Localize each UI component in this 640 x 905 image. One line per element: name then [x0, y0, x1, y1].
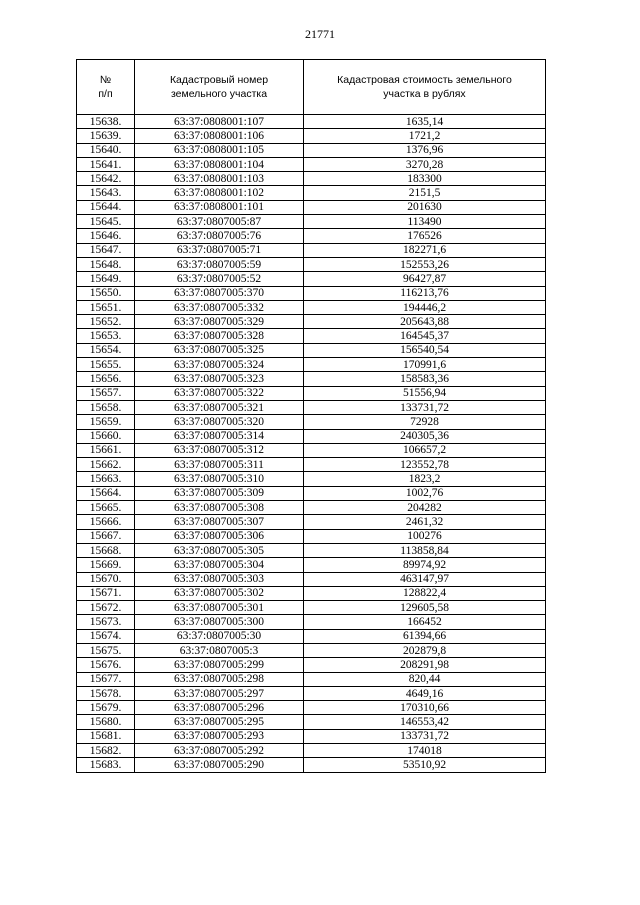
row-number-cell: 15680.	[77, 715, 135, 729]
row-number-cell: 15669.	[77, 558, 135, 572]
cadastral-value-cell: 72928	[304, 415, 546, 429]
table-row	[77, 186, 546, 200]
cadastral-number-cell: 63:37:0807005:329	[135, 315, 304, 329]
row-number-cell: 15644.	[77, 200, 135, 214]
row-number-cell: 15664.	[77, 486, 135, 500]
cadastral-number-cell: 63:37:0807005:328	[135, 329, 304, 343]
cadastral-number-cell: 63:37:0807005:297	[135, 686, 304, 700]
header-cadastral-value: Кадастровая стоимость земельного участка в рублях	[304, 60, 546, 115]
cadastral-value-cell: 156540,54	[304, 343, 546, 357]
row-number-cell: 15666.	[77, 515, 135, 529]
cadastral-number-cell: 63:37:0807005:312	[135, 443, 304, 457]
cadastral-value-cell: 170310,66	[304, 701, 546, 715]
table-row	[77, 157, 546, 171]
cadastral-number-cell: 63:37:0807005:303	[135, 572, 304, 586]
table-row	[77, 686, 546, 700]
cadastral-value-cell: 158583,36	[304, 372, 546, 386]
table-row	[77, 729, 546, 743]
cadastral-number-cell: 63:37:0807005:304	[135, 558, 304, 572]
cadastral-value-cell: 123552,78	[304, 458, 546, 472]
row-number-cell: 15660.	[77, 429, 135, 443]
cadastral-value-cell: 2151,5	[304, 186, 546, 200]
cadastral-value-cell: 170991,6	[304, 358, 546, 372]
row-number-cell: 15658.	[77, 400, 135, 414]
table-row	[77, 601, 546, 615]
cadastral-value-cell: 201630	[304, 200, 546, 214]
row-number-cell: 15647.	[77, 243, 135, 257]
cadastral-value-cell: 166452	[304, 615, 546, 629]
cadastral-value-cell: 820,44	[304, 672, 546, 686]
table-row	[77, 243, 546, 257]
cadastral-value-cell: 106657,2	[304, 443, 546, 457]
cadastral-number-cell: 63:37:0807005:290	[135, 758, 304, 772]
cadastral-number-cell: 63:37:0807005:308	[135, 501, 304, 515]
row-number-cell: 15682.	[77, 744, 135, 758]
cadastral-value-cell: 61394,66	[304, 629, 546, 643]
table-row	[77, 615, 546, 629]
table-row	[77, 300, 546, 314]
cadastral-number-cell: 63:37:0808001:104	[135, 157, 304, 171]
table-row	[77, 229, 546, 243]
row-number-cell: 15676.	[77, 658, 135, 672]
row-number-cell: 15661.	[77, 443, 135, 457]
cadastral-value-cell: 3270,28	[304, 157, 546, 171]
cadastral-value-cell: 174018	[304, 744, 546, 758]
cadastral-number-cell: 63:37:0807005:298	[135, 672, 304, 686]
cadastral-value-cell: 4649,16	[304, 686, 546, 700]
table-row	[77, 200, 546, 214]
table-row	[77, 386, 546, 400]
cadastral-number-cell: 63:37:0807005:302	[135, 586, 304, 600]
table-row	[77, 658, 546, 672]
row-number-cell: 15668.	[77, 543, 135, 557]
row-number-cell: 15645.	[77, 215, 135, 229]
cadastral-number-cell: 63:37:0807005:314	[135, 429, 304, 443]
table-row	[77, 529, 546, 543]
table-row	[77, 501, 546, 515]
table-row	[77, 472, 546, 486]
cadastral-number-cell: 63:37:0807005:307	[135, 515, 304, 529]
cadastral-value-cell: 204282	[304, 501, 546, 515]
cadastral-number-cell: 63:37:0807005:301	[135, 601, 304, 615]
cadastral-value-cell: 146553,42	[304, 715, 546, 729]
row-number-cell: 15678.	[77, 686, 135, 700]
cadastral-value-cell: 240305,36	[304, 429, 546, 443]
row-number-cell: 15641.	[77, 157, 135, 171]
table-row	[77, 358, 546, 372]
cadastral-number-cell: 63:37:0807005:370	[135, 286, 304, 300]
row-number-cell: 15683.	[77, 758, 135, 772]
cadastral-value-cell: 152553,26	[304, 257, 546, 271]
cadastral-value-cell: 1002,76	[304, 486, 546, 500]
cadastral-number-cell: 63:37:0807005:322	[135, 386, 304, 400]
row-number-cell: 15672.	[77, 601, 135, 615]
cadastral-value-cell: 113490	[304, 215, 546, 229]
row-number-cell: 15662.	[77, 458, 135, 472]
row-number-cell: 15648.	[77, 257, 135, 271]
row-number-cell: 15642.	[77, 172, 135, 186]
cadastral-value-cell: 1721,2	[304, 129, 546, 143]
cadastral-value-cell: 463147,97	[304, 572, 546, 586]
row-number-cell: 15670.	[77, 572, 135, 586]
row-number-cell: 15649.	[77, 272, 135, 286]
cadastral-number-cell: 63:37:0807005:309	[135, 486, 304, 500]
row-number-cell: 15643.	[77, 186, 135, 200]
table-row	[77, 329, 546, 343]
row-number-cell: 15639.	[77, 129, 135, 143]
cadastral-number-cell: 63:37:0808001:107	[135, 115, 304, 129]
row-number-cell: 15675.	[77, 643, 135, 657]
table-row	[77, 558, 546, 572]
row-number-cell: 15657.	[77, 386, 135, 400]
cadastral-number-cell: 63:37:0808001:102	[135, 186, 304, 200]
cadastral-value-cell: 51556,94	[304, 386, 546, 400]
cadastral-value-table	[76, 59, 546, 773]
table-row	[77, 400, 546, 414]
row-number-cell: 15638.	[77, 115, 135, 129]
cadastral-value-cell: 202879,8	[304, 643, 546, 657]
row-number-cell: 15640.	[77, 143, 135, 157]
table-row	[77, 415, 546, 429]
table-header	[77, 60, 546, 115]
row-number-cell: 15656.	[77, 372, 135, 386]
table-row	[77, 343, 546, 357]
row-number-cell: 15652.	[77, 315, 135, 329]
cadastral-number-cell: 63:37:0807005:76	[135, 229, 304, 243]
header-cadastral-number: Кадастровый номер земельного участка	[135, 60, 304, 115]
row-number-cell: 15655.	[77, 358, 135, 372]
table-row	[77, 486, 546, 500]
cadastral-value-cell: 129605,58	[304, 601, 546, 615]
table-row	[77, 586, 546, 600]
cadastral-value-cell: 53510,92	[304, 758, 546, 772]
table-body	[77, 115, 546, 773]
page-number: 21771	[305, 27, 335, 41]
table-row	[77, 629, 546, 643]
cadastral-value-cell: 89974,92	[304, 558, 546, 572]
cadastral-number-cell: 63:37:0808001:105	[135, 143, 304, 157]
table-row	[77, 143, 546, 157]
cadastral-value-cell: 194446,2	[304, 300, 546, 314]
row-number-cell: 15679.	[77, 701, 135, 715]
cadastral-number-cell: 63:37:0807005:306	[135, 529, 304, 543]
table-row	[77, 701, 546, 715]
cadastral-number-cell: 63:37:0807005:310	[135, 472, 304, 486]
table-row	[77, 372, 546, 386]
row-number-cell: 15674.	[77, 629, 135, 643]
cadastral-number-cell: 63:37:0807005:295	[135, 715, 304, 729]
table-row	[77, 443, 546, 457]
header-row	[77, 60, 546, 115]
cadastral-number-cell: 63:37:0807005:71	[135, 243, 304, 257]
table-row	[77, 172, 546, 186]
table-row	[77, 643, 546, 657]
table-row	[77, 315, 546, 329]
table-row	[77, 758, 546, 772]
cadastral-value-cell: 176526	[304, 229, 546, 243]
cadastral-value-cell: 164545,37	[304, 329, 546, 343]
row-number-cell: 15677.	[77, 672, 135, 686]
row-number-cell: 15665.	[77, 501, 135, 515]
table-row	[77, 572, 546, 586]
table-row	[77, 429, 546, 443]
cadastral-number-cell: 63:37:0807005:3	[135, 643, 304, 657]
cadastral-value-cell: 133731,72	[304, 400, 546, 414]
table-row	[77, 672, 546, 686]
table-row	[77, 272, 546, 286]
table-row	[77, 515, 546, 529]
cadastral-value-cell: 113858,84	[304, 543, 546, 557]
cadastral-value-cell: 183300	[304, 172, 546, 186]
cadastral-number-cell: 63:37:0807005:30	[135, 629, 304, 643]
cadastral-number-cell: 63:37:0807005:299	[135, 658, 304, 672]
row-number-cell: 15663.	[77, 472, 135, 486]
row-number-cell: 15671.	[77, 586, 135, 600]
row-number-cell: 15681.	[77, 729, 135, 743]
cadastral-number-cell: 63:37:0807005:332	[135, 300, 304, 314]
row-number-cell: 15667.	[77, 529, 135, 543]
cadastral-number-cell: 63:37:0807005:87	[135, 215, 304, 229]
cadastral-number-cell: 63:37:0807005:52	[135, 272, 304, 286]
cadastral-value-cell: 100276	[304, 529, 546, 543]
table-row	[77, 257, 546, 271]
cadastral-value-cell: 1823,2	[304, 472, 546, 486]
table-row	[77, 129, 546, 143]
cadastral-value-cell: 208291,98	[304, 658, 546, 672]
cadastral-value-cell: 96427,87	[304, 272, 546, 286]
cadastral-value-cell: 116213,76	[304, 286, 546, 300]
cadastral-number-cell: 63:37:0807005:292	[135, 744, 304, 758]
cadastral-number-cell: 63:37:0807005:325	[135, 343, 304, 357]
table-row	[77, 744, 546, 758]
cadastral-number-cell: 63:37:0807005:300	[135, 615, 304, 629]
table-row	[77, 215, 546, 229]
cadastral-value-cell: 205643,88	[304, 315, 546, 329]
cadastral-value-cell: 133731,72	[304, 729, 546, 743]
row-number-cell: 15650.	[77, 286, 135, 300]
cadastral-number-cell: 63:37:0808001:103	[135, 172, 304, 186]
row-number-cell: 15654.	[77, 343, 135, 357]
cadastral-number-cell: 63:37:0807005:311	[135, 458, 304, 472]
cadastral-value-cell: 1635,14	[304, 115, 546, 129]
row-number-cell: 15651.	[77, 300, 135, 314]
table-row	[77, 115, 546, 129]
cadastral-value-cell: 2461,32	[304, 515, 546, 529]
cadastral-value-cell: 182271,6	[304, 243, 546, 257]
cadastral-number-cell: 63:37:0808001:101	[135, 200, 304, 214]
cadastral-number-cell: 63:37:0807005:323	[135, 372, 304, 386]
row-number-cell: 15659.	[77, 415, 135, 429]
table-row	[77, 458, 546, 472]
cadastral-number-cell: 63:37:0807005:320	[135, 415, 304, 429]
cadastral-number-cell: 63:37:0807005:305	[135, 543, 304, 557]
cadastral-number-cell: 63:37:0807005:324	[135, 358, 304, 372]
cadastral-number-cell: 63:37:0807005:293	[135, 729, 304, 743]
cadastral-number-cell: 63:37:0807005:59	[135, 257, 304, 271]
cadastral-number-cell: 63:37:0808001:106	[135, 129, 304, 143]
table-row	[77, 286, 546, 300]
row-number-cell: 15673.	[77, 615, 135, 629]
row-number-cell: 15646.	[77, 229, 135, 243]
cadastral-number-cell: 63:37:0807005:321	[135, 400, 304, 414]
table-row	[77, 543, 546, 557]
cadastral-number-cell: 63:37:0807005:296	[135, 701, 304, 715]
cadastral-value-cell: 1376,96	[304, 143, 546, 157]
row-number-cell: 15653.	[77, 329, 135, 343]
cadastral-value-cell: 128822,4	[304, 586, 546, 600]
header-row-number: № п/п	[77, 60, 135, 115]
table-row	[77, 715, 546, 729]
